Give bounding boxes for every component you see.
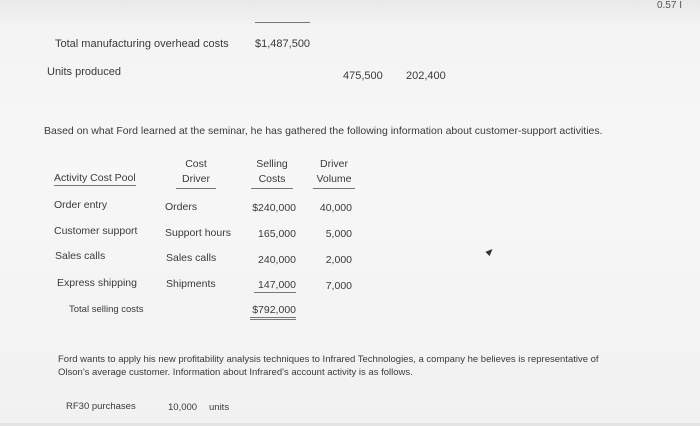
header-driver-volume-line1: Driver <box>320 158 348 170</box>
total-overhead-label: Total manufacturing overhead costs <box>55 38 229 50</box>
header-selling-costs-line2: Costs <box>258 173 286 185</box>
row-pool: Sales calls <box>55 250 106 262</box>
units-produced-value-2: 202,400 <box>406 70 446 82</box>
row-costs: 147,000 <box>254 279 296 293</box>
row-driver: Orders <box>165 201 198 213</box>
row-costs: $240,000 <box>252 202 296 214</box>
header-selling-costs-line1: Selling <box>256 158 288 170</box>
header-driver-volume-line2: Volume <box>316 173 352 185</box>
row-volume: 40,000 <box>319 202 352 214</box>
row-pool: Order entry <box>54 199 108 211</box>
header-cost-driver <box>176 157 216 189</box>
row-costs: 240,000 <box>258 254 296 266</box>
row-driver: Shipments <box>166 278 216 290</box>
mouse-pointer-icon <box>485 247 494 256</box>
header-cost-driver-line2: Driver <box>182 173 210 185</box>
rf30-purchases-label: RF30 purchases <box>66 401 136 412</box>
row-pool: Express shipping <box>57 277 137 289</box>
top-strip <box>0 0 700 24</box>
header-selling-costs <box>251 157 293 189</box>
intro-paragraph: Based on what Ford learned at the seminar, he has gathered the following information about customer-support activities. <box>44 125 603 137</box>
row-driver: Sales calls <box>166 252 217 264</box>
header-activity-cost-pool: Activity Cost Pool <box>54 172 136 184</box>
row-volume: 5,000 <box>325 228 352 240</box>
total-selling-costs-label: Total selling costs <box>69 304 144 315</box>
header-cost-driver-line1: Cost <box>185 158 207 170</box>
total-selling-costs-value: $792,000 <box>250 304 296 320</box>
corner-label: 0.57 I <box>656 0 682 11</box>
row-pool: Customer support <box>54 225 138 237</box>
row-volume: 2,000 <box>325 254 352 266</box>
row-volume: 7,000 <box>325 280 352 292</box>
units-produced-label: Units produced <box>47 66 121 78</box>
row-costs: 165,000 <box>258 228 296 240</box>
infrared-paragraph-line1: Ford wants to apply his new profitability analysis techniques to Infrared Technologies, a company he believes is representative of <box>58 354 599 365</box>
units-produced-value-1: 475,500 <box>343 70 383 82</box>
rf30-purchases-value: 10,000 <box>168 402 198 413</box>
infrared-paragraph-line2: Olson's average customer. Information about Infrared's account activity is as follows. <box>58 367 413 378</box>
header-driver-volume <box>313 157 355 189</box>
total-overhead-value: $1,487,500 <box>255 22 310 50</box>
rf30-purchases-unit: units <box>209 402 230 413</box>
row-driver: Support hours <box>165 227 231 239</box>
